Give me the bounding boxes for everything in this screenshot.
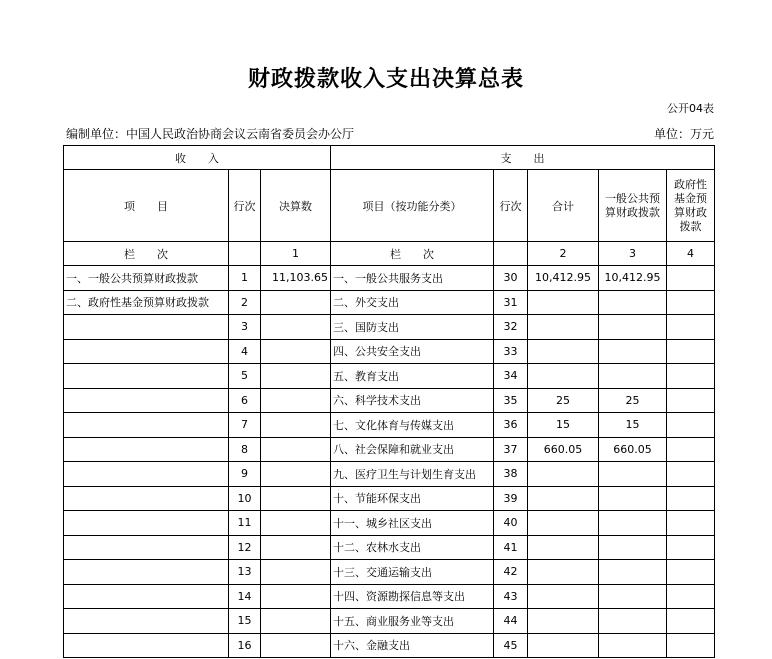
general-budget-cell bbox=[599, 535, 667, 560]
expense-item-cell: 十四、资源勘探信息等支出 bbox=[331, 584, 494, 609]
expense-item-cell: 四、公共安全支出 bbox=[331, 339, 494, 364]
general-budget-cell bbox=[599, 339, 667, 364]
fund-budget-cell bbox=[667, 413, 715, 438]
general-budget-cell bbox=[599, 315, 667, 340]
line-number-cell: 12 bbox=[229, 535, 261, 560]
table-row bbox=[64, 315, 715, 340]
income-item-cell: 一、一般公共预算财政拨款 bbox=[64, 266, 229, 291]
lan-ci-right: 栏 次 bbox=[331, 242, 494, 266]
final-amount-cell bbox=[261, 339, 331, 364]
lan-ci-left: 栏 次 bbox=[64, 242, 229, 266]
expense-line-number-cell: 39 bbox=[494, 486, 528, 511]
expense-item-cell: 十二、农林水支出 bbox=[331, 535, 494, 560]
col-number-3: 3 bbox=[599, 242, 667, 266]
expense-line-number-cell: 30 bbox=[494, 266, 528, 291]
col-final-header: 决算数 bbox=[261, 170, 331, 242]
income-item-cell bbox=[64, 364, 229, 389]
income-item-cell bbox=[64, 339, 229, 364]
income-item-cell bbox=[64, 560, 229, 585]
income-header: 收 入 bbox=[64, 146, 331, 170]
line-number-cell: 10 bbox=[229, 486, 261, 511]
total-amount-cell bbox=[528, 633, 599, 658]
fund-budget-cell bbox=[667, 315, 715, 340]
expense-line-number-cell: 36 bbox=[494, 413, 528, 438]
section-header-row bbox=[64, 146, 715, 170]
expense-line-number-cell: 44 bbox=[494, 609, 528, 634]
expense-item-cell: 三、国防支出 bbox=[331, 315, 494, 340]
line-number-cell: 2 bbox=[229, 290, 261, 315]
general-budget-cell bbox=[599, 290, 667, 315]
currency-unit: 单位：万元 bbox=[653, 127, 714, 141]
page-title: 财政拨款收入支出决算总表 bbox=[247, 66, 524, 92]
total-amount-cell: 15 bbox=[528, 413, 599, 438]
fund-budget-cell bbox=[667, 633, 715, 658]
line-number-cell: 6 bbox=[229, 388, 261, 413]
col-func-item-header: 项目（按功能分类） bbox=[331, 170, 494, 242]
total-amount-cell bbox=[528, 462, 599, 487]
final-amount-cell bbox=[261, 633, 331, 658]
total-amount-cell bbox=[528, 339, 599, 364]
column-number-row bbox=[64, 242, 715, 266]
expense-item-cell: 八、社会保障和就业支出 bbox=[331, 437, 494, 462]
col-number-4: 4 bbox=[667, 242, 715, 266]
expense-line-number-cell: 35 bbox=[494, 388, 528, 413]
general-budget-cell bbox=[599, 560, 667, 585]
final-amount-cell bbox=[261, 609, 331, 634]
fund-budget-cell bbox=[667, 535, 715, 560]
expense-item-cell: 九、医疗卫生与计划生育支出 bbox=[331, 462, 494, 487]
table-row bbox=[64, 388, 715, 413]
expense-line-number-cell: 45 bbox=[494, 633, 528, 658]
income-item-cell bbox=[64, 584, 229, 609]
col-total-header: 合计 bbox=[528, 170, 599, 242]
expense-line-number-cell: 41 bbox=[494, 535, 528, 560]
expense-item-cell: 十、节能环保支出 bbox=[331, 486, 494, 511]
income-item-cell bbox=[64, 511, 229, 536]
line-number-cell: 7 bbox=[229, 413, 261, 438]
table-row bbox=[64, 511, 715, 536]
income-item-cell bbox=[64, 633, 229, 658]
final-amount-cell bbox=[261, 462, 331, 487]
line-number-cell: 16 bbox=[229, 633, 261, 658]
final-amount-cell: 11,103.65 bbox=[261, 266, 331, 291]
income-item-cell bbox=[64, 437, 229, 462]
expense-line-number-cell: 33 bbox=[494, 339, 528, 364]
table-row bbox=[64, 462, 715, 487]
total-amount-cell: 660.05 bbox=[528, 437, 599, 462]
expense-item-cell: 十三、交通运输支出 bbox=[331, 560, 494, 585]
total-amount-cell bbox=[528, 560, 599, 585]
table-row bbox=[64, 584, 715, 609]
general-budget-cell bbox=[599, 462, 667, 487]
total-amount-cell bbox=[528, 535, 599, 560]
table-row bbox=[64, 290, 715, 315]
line-number-cell: 13 bbox=[229, 560, 261, 585]
general-budget-cell bbox=[599, 486, 667, 511]
column-header-row bbox=[64, 170, 715, 242]
income-item-cell: 二、政府性基金预算财政拨款 bbox=[64, 290, 229, 315]
final-amount-cell bbox=[261, 486, 331, 511]
table-row bbox=[64, 266, 715, 291]
form-number: 公开04表 bbox=[667, 102, 714, 115]
line-number-cell: 8 bbox=[229, 437, 261, 462]
fund-budget-cell bbox=[667, 339, 715, 364]
compiling-unit: 编制单位：中国人民政治协商会议云南省委员会办公厅 bbox=[66, 127, 355, 141]
col-line-header: 行次 bbox=[229, 170, 261, 242]
total-amount-cell bbox=[528, 486, 599, 511]
col-item-header: 项 目 bbox=[64, 170, 229, 242]
expense-line-number-cell: 37 bbox=[494, 437, 528, 462]
total-amount-cell bbox=[528, 364, 599, 389]
final-amount-cell bbox=[261, 364, 331, 389]
total-amount-cell: 10,412.95 bbox=[528, 266, 599, 291]
expense-item-cell: 七、文化体育与传媒支出 bbox=[331, 413, 494, 438]
col-line2-header: 行次 bbox=[494, 170, 528, 242]
income-item-cell bbox=[64, 486, 229, 511]
expense-item-cell: 一、一般公共服务支出 bbox=[331, 266, 494, 291]
table-row bbox=[64, 364, 715, 389]
final-amount-cell bbox=[261, 511, 331, 536]
general-budget-cell: 660.05 bbox=[599, 437, 667, 462]
general-budget-cell: 25 bbox=[599, 388, 667, 413]
expense-line-number-cell: 40 bbox=[494, 511, 528, 536]
income-item-cell bbox=[64, 413, 229, 438]
final-amount-cell bbox=[261, 535, 331, 560]
line-number-cell: 5 bbox=[229, 364, 261, 389]
expense-item-cell: 十六、金融支出 bbox=[331, 633, 494, 658]
general-budget-cell bbox=[599, 584, 667, 609]
expense-header: 支 出 bbox=[331, 146, 715, 170]
line-number-cell: 3 bbox=[229, 315, 261, 340]
col-number-1: 1 bbox=[261, 242, 331, 266]
table-row bbox=[64, 535, 715, 560]
final-amount-cell bbox=[261, 560, 331, 585]
income-item-cell bbox=[64, 535, 229, 560]
general-budget-cell bbox=[599, 364, 667, 389]
expense-line-number-cell: 32 bbox=[494, 315, 528, 340]
table-row bbox=[64, 560, 715, 585]
expense-line-number-cell: 38 bbox=[494, 462, 528, 487]
final-amount-cell bbox=[261, 315, 331, 340]
table-row bbox=[64, 413, 715, 438]
total-amount-cell bbox=[528, 290, 599, 315]
expense-item-cell: 五、教育支出 bbox=[331, 364, 494, 389]
income-item-cell bbox=[64, 315, 229, 340]
general-budget-cell bbox=[599, 633, 667, 658]
general-budget-cell: 15 bbox=[599, 413, 667, 438]
total-amount-cell: 25 bbox=[528, 388, 599, 413]
col-general-header: 一般公共预算财政拨款 bbox=[599, 170, 667, 242]
total-amount-cell bbox=[528, 609, 599, 634]
line-number-cell: 14 bbox=[229, 584, 261, 609]
col-fund-header: 政府性基金预算财政拨款 bbox=[667, 170, 715, 242]
expense-line-number-cell: 42 bbox=[494, 560, 528, 585]
table-row bbox=[64, 486, 715, 511]
fund-budget-cell bbox=[667, 462, 715, 487]
fund-budget-cell bbox=[667, 364, 715, 389]
expense-item-cell: 二、外交支出 bbox=[331, 290, 494, 315]
expense-line-number-cell: 31 bbox=[494, 290, 528, 315]
final-amount-cell bbox=[261, 388, 331, 413]
fund-budget-cell bbox=[667, 486, 715, 511]
line-number-cell: 15 bbox=[229, 609, 261, 634]
expense-item-cell: 十一、城乡社区支出 bbox=[331, 511, 494, 536]
income-item-cell bbox=[64, 462, 229, 487]
expense-line-number-cell: 43 bbox=[494, 584, 528, 609]
fund-budget-cell bbox=[667, 609, 715, 634]
fund-budget-cell bbox=[667, 437, 715, 462]
table-row bbox=[64, 633, 715, 658]
line-number-cell: 1 bbox=[229, 266, 261, 291]
final-amount-cell bbox=[261, 437, 331, 462]
line-number-cell: 4 bbox=[229, 339, 261, 364]
line-number-cell: 9 bbox=[229, 462, 261, 487]
line-number-cell: 11 bbox=[229, 511, 261, 536]
fund-budget-cell bbox=[667, 266, 715, 291]
fund-budget-cell bbox=[667, 560, 715, 585]
general-budget-cell bbox=[599, 609, 667, 634]
fund-budget-cell bbox=[667, 290, 715, 315]
table-row bbox=[64, 339, 715, 364]
income-item-cell bbox=[64, 388, 229, 413]
final-amount-cell bbox=[261, 290, 331, 315]
table-row bbox=[64, 609, 715, 634]
empty-cell bbox=[229, 242, 261, 266]
general-budget-cell bbox=[599, 511, 667, 536]
total-amount-cell bbox=[528, 315, 599, 340]
table-row bbox=[64, 437, 715, 462]
fund-budget-cell bbox=[667, 388, 715, 413]
final-accounts-table bbox=[63, 145, 715, 658]
total-amount-cell bbox=[528, 584, 599, 609]
expense-item-cell: 六、科学技术支出 bbox=[331, 388, 494, 413]
fund-budget-cell bbox=[667, 584, 715, 609]
expense-item-cell: 十五、商业服务业等支出 bbox=[331, 609, 494, 634]
final-amount-cell bbox=[261, 413, 331, 438]
fund-budget-cell bbox=[667, 511, 715, 536]
expense-line-number-cell: 34 bbox=[494, 364, 528, 389]
final-amount-cell bbox=[261, 584, 331, 609]
total-amount-cell bbox=[528, 511, 599, 536]
empty-cell bbox=[494, 242, 528, 266]
col-number-2: 2 bbox=[528, 242, 599, 266]
general-budget-cell: 10,412.95 bbox=[599, 266, 667, 291]
income-item-cell bbox=[64, 609, 229, 634]
